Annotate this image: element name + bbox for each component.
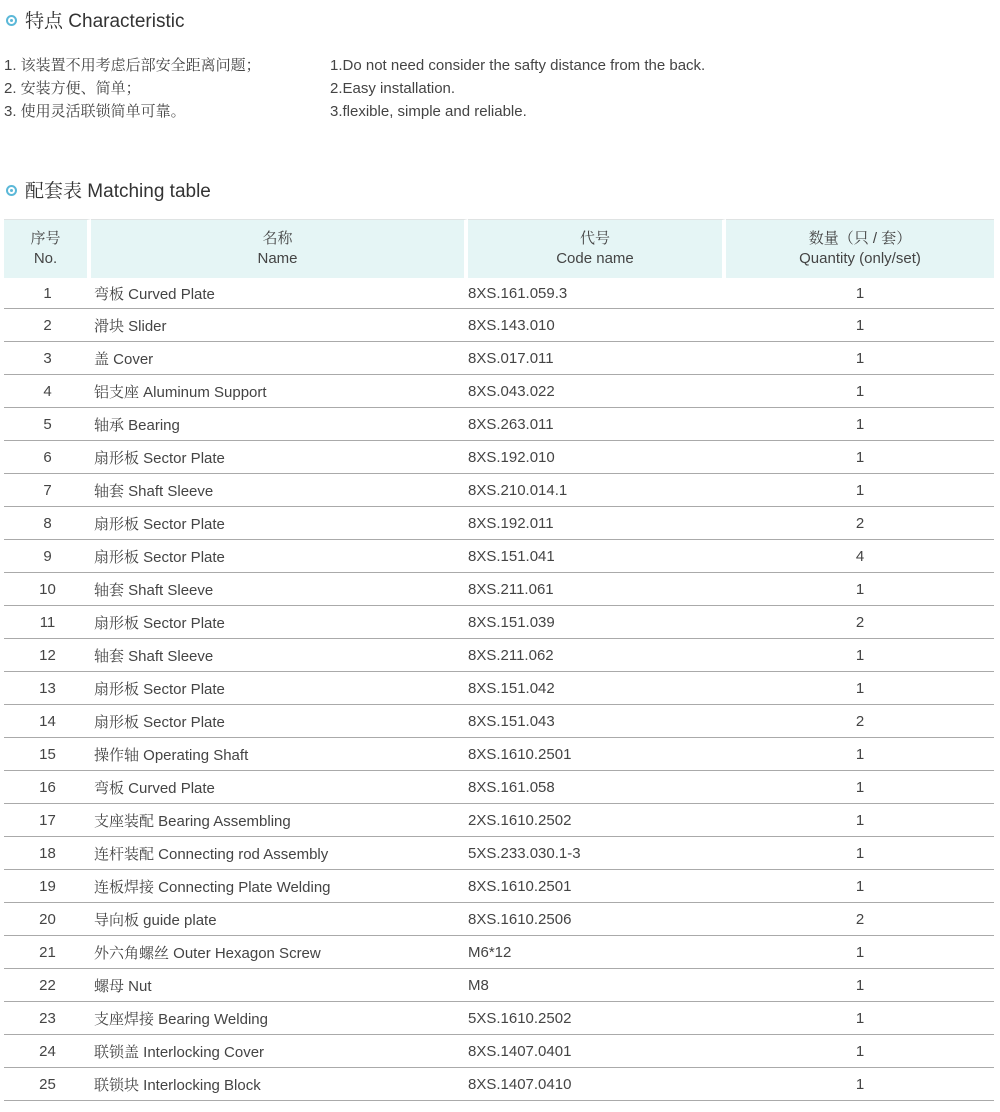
table-row (4, 507, 994, 540)
col-header-qty (726, 219, 994, 278)
table-row (4, 408, 994, 441)
table-row (4, 969, 994, 1002)
col-header-qty-cn: 数量（只 / 套） (808, 230, 912, 247)
cell-code: 8XS.1610.2501 (468, 870, 726, 903)
cell-qty: 1 (726, 278, 994, 309)
table-row (4, 804, 994, 837)
cell-no: 5 (4, 408, 91, 441)
cell-qty: 1 (726, 804, 994, 837)
table-row (4, 573, 994, 606)
table-row (4, 837, 994, 870)
cell-code: 8XS.211.062 (468, 639, 726, 672)
cell-no: 23 (4, 1002, 91, 1035)
cell-qty: 1 (726, 936, 994, 969)
table-row (4, 936, 994, 969)
cell-no: 17 (4, 804, 91, 837)
cell-name: 扇形板 Sector Plate (91, 705, 468, 738)
table-row (4, 1068, 994, 1101)
cell-no: 4 (4, 375, 91, 408)
cell-name: 扇形板 Sector Plate (91, 540, 468, 573)
cell-qty: 1 (726, 342, 994, 375)
cell-code: 8XS.151.042 (468, 672, 726, 705)
cell-code: 8XS.263.011 (468, 408, 726, 441)
feature-text-en: 3.flexible, simple and reliable. (330, 103, 527, 120)
cell-qty: 2 (726, 507, 994, 540)
col-header-qty-en: Quantity (only/set) (799, 250, 921, 267)
cell-qty: 1 (726, 408, 994, 441)
cell-no: 22 (4, 969, 91, 1002)
cell-qty: 4 (726, 540, 994, 573)
cell-code: 8XS.143.010 (468, 309, 726, 342)
table-row (4, 441, 994, 474)
cell-name: 扇形板 Sector Plate (91, 507, 468, 540)
table-row (4, 309, 994, 342)
cell-code: 5XS.233.030.1-3 (468, 837, 726, 870)
feature-list (4, 54, 994, 123)
cell-name: 扇形板 Sector Plate (91, 441, 468, 474)
col-header-code (468, 219, 726, 278)
cell-name: 联锁块 Interlocking Block (91, 1068, 468, 1101)
col-header-name (91, 219, 468, 278)
cell-code: 8XS.1610.2506 (468, 903, 726, 936)
cell-name: 支座装配 Bearing Assembling (91, 804, 468, 837)
cell-qty: 1 (726, 441, 994, 474)
feature-text-en: 2.Easy installation. (330, 80, 456, 97)
col-header-name-cn: 名称 (262, 230, 293, 247)
cell-code: 8XS.151.043 (468, 705, 726, 738)
table-row (4, 738, 994, 771)
cell-code: 8XS.161.058 (468, 771, 726, 804)
table-row (4, 903, 994, 936)
cell-no: 6 (4, 441, 91, 474)
cell-no: 10 (4, 573, 91, 606)
cell-no: 7 (4, 474, 91, 507)
cell-no: 3 (4, 342, 91, 375)
cell-name: 螺母 Nut (91, 969, 468, 1002)
cell-qty: 2 (726, 705, 994, 738)
feature-text-cn: 1. 该装置不用考虑后部安全距离问题； (4, 57, 261, 74)
cell-no: 19 (4, 870, 91, 903)
cell-no: 13 (4, 672, 91, 705)
cell-qty: 2 (726, 606, 994, 639)
feature-text-cn: 2. 安装方便、简单； (4, 80, 141, 97)
cell-qty: 1 (726, 309, 994, 342)
cell-code: 8XS.211.061 (468, 573, 726, 606)
table-row (4, 474, 994, 507)
col-header-code-en: Code name (556, 250, 634, 267)
table-row (4, 870, 994, 903)
cell-no: 16 (4, 771, 91, 804)
cell-no: 21 (4, 936, 91, 969)
table-row (4, 705, 994, 738)
cell-name: 支座焊接 Bearing Welding (91, 1002, 468, 1035)
cell-code: 2XS.1610.2502 (468, 804, 726, 837)
table-row (4, 540, 994, 573)
matching-table (4, 219, 994, 1101)
col-header-code-cn: 代号 (579, 230, 610, 247)
cell-no: 15 (4, 738, 91, 771)
cell-code: 8XS.192.011 (468, 507, 726, 540)
cell-qty: 2 (726, 903, 994, 936)
double-circle-icon (6, 185, 17, 196)
cell-no: 8 (4, 507, 91, 540)
cell-code: 8XS.151.039 (468, 606, 726, 639)
cell-no: 11 (4, 606, 91, 639)
feature-text-en: 1.Do not need consider the safty distance from the back. (330, 57, 706, 74)
table-body (4, 278, 994, 1101)
matching-title-cn: 配套表 (25, 181, 83, 202)
cell-name: 轴套 Shaft Sleeve (91, 573, 468, 606)
feature-item (4, 54, 994, 77)
cell-no: 24 (4, 1035, 91, 1068)
table-row (4, 342, 994, 375)
table-row (4, 1002, 994, 1035)
cell-qty: 1 (726, 672, 994, 705)
cell-name: 弯板 Curved Plate (91, 771, 468, 804)
feature-item (4, 77, 994, 100)
cell-name: 盖 Cover (91, 342, 468, 375)
table-row (4, 771, 994, 804)
cell-no: 1 (4, 278, 91, 309)
cell-code: M6*12 (468, 936, 726, 969)
feature-text-cn: 3. 使用灵活联锁简单可靠。 (4, 103, 186, 120)
cell-qty: 1 (726, 573, 994, 606)
cell-name: 弯板 Curved Plate (91, 278, 468, 309)
cell-no: 25 (4, 1068, 91, 1101)
cell-qty: 1 (726, 969, 994, 1002)
cell-code: 5XS.1610.2502 (468, 1002, 726, 1035)
cell-name: 扇形板 Sector Plate (91, 672, 468, 705)
table-header-row (4, 219, 994, 278)
cell-code: 8XS.192.010 (468, 441, 726, 474)
cell-code: 8XS.1407.0401 (468, 1035, 726, 1068)
cell-no: 2 (4, 309, 91, 342)
cell-qty: 1 (726, 837, 994, 870)
cell-code: 8XS.151.041 (468, 540, 726, 573)
cell-name: 滑块 Slider (91, 309, 468, 342)
col-header-no (4, 219, 91, 278)
col-header-name-en: Name (257, 250, 298, 267)
cell-code: 8XS.161.059.3 (468, 278, 726, 309)
matching-table-heading (6, 176, 211, 203)
cell-no: 9 (4, 540, 91, 573)
cell-qty: 1 (726, 1002, 994, 1035)
characteristic-title-en: Characteristic (68, 11, 185, 32)
table-row (4, 606, 994, 639)
cell-code: M8 (468, 969, 726, 1002)
cell-name: 扇形板 Sector Plate (91, 606, 468, 639)
double-circle-icon (6, 15, 17, 26)
col-header-no-cn: 序号 (30, 230, 61, 247)
cell-name: 联锁盖 Interlocking Cover (91, 1035, 468, 1068)
cell-qty: 1 (726, 870, 994, 903)
table-row (4, 672, 994, 705)
cell-code: 8XS.1407.0410 (468, 1068, 726, 1101)
cell-code: 8XS.210.014.1 (468, 474, 726, 507)
table-row (4, 1035, 994, 1068)
matching-title-en: Matching table (87, 181, 211, 202)
cell-name: 连杆装配 Connecting rod Assembly (91, 837, 468, 870)
characteristic-title-cn: 特点 (25, 11, 64, 32)
cell-qty: 1 (726, 639, 994, 672)
cell-code: 8XS.1610.2501 (468, 738, 726, 771)
cell-qty: 1 (726, 771, 994, 804)
table-row (4, 639, 994, 672)
cell-qty: 1 (726, 738, 994, 771)
cell-name: 铝支座 Aluminum Support (91, 375, 468, 408)
cell-no: 18 (4, 837, 91, 870)
cell-name: 连板焊接 Connecting Plate Welding (91, 870, 468, 903)
cell-code: 8XS.017.011 (468, 342, 726, 375)
cell-name: 轴套 Shaft Sleeve (91, 639, 468, 672)
table-row (4, 375, 994, 408)
cell-name: 轴承 Bearing (91, 408, 468, 441)
cell-name: 轴套 Shaft Sleeve (91, 474, 468, 507)
characteristic-heading (6, 6, 184, 33)
cell-name: 外六角螺丝 Outer Hexagon Screw (91, 936, 468, 969)
cell-qty: 1 (726, 375, 994, 408)
cell-qty: 1 (726, 1035, 994, 1068)
cell-no: 12 (4, 639, 91, 672)
cell-code: 8XS.043.022 (468, 375, 726, 408)
col-header-no-en: No. (33, 250, 58, 267)
cell-no: 20 (4, 903, 91, 936)
feature-item (4, 100, 994, 123)
cell-name: 导向板 guide plate (91, 903, 468, 936)
table-row (4, 278, 994, 309)
cell-qty: 1 (726, 474, 994, 507)
cell-no: 14 (4, 705, 91, 738)
cell-qty: 1 (726, 1068, 994, 1101)
cell-name: 操作轴 Operating Shaft (91, 738, 468, 771)
